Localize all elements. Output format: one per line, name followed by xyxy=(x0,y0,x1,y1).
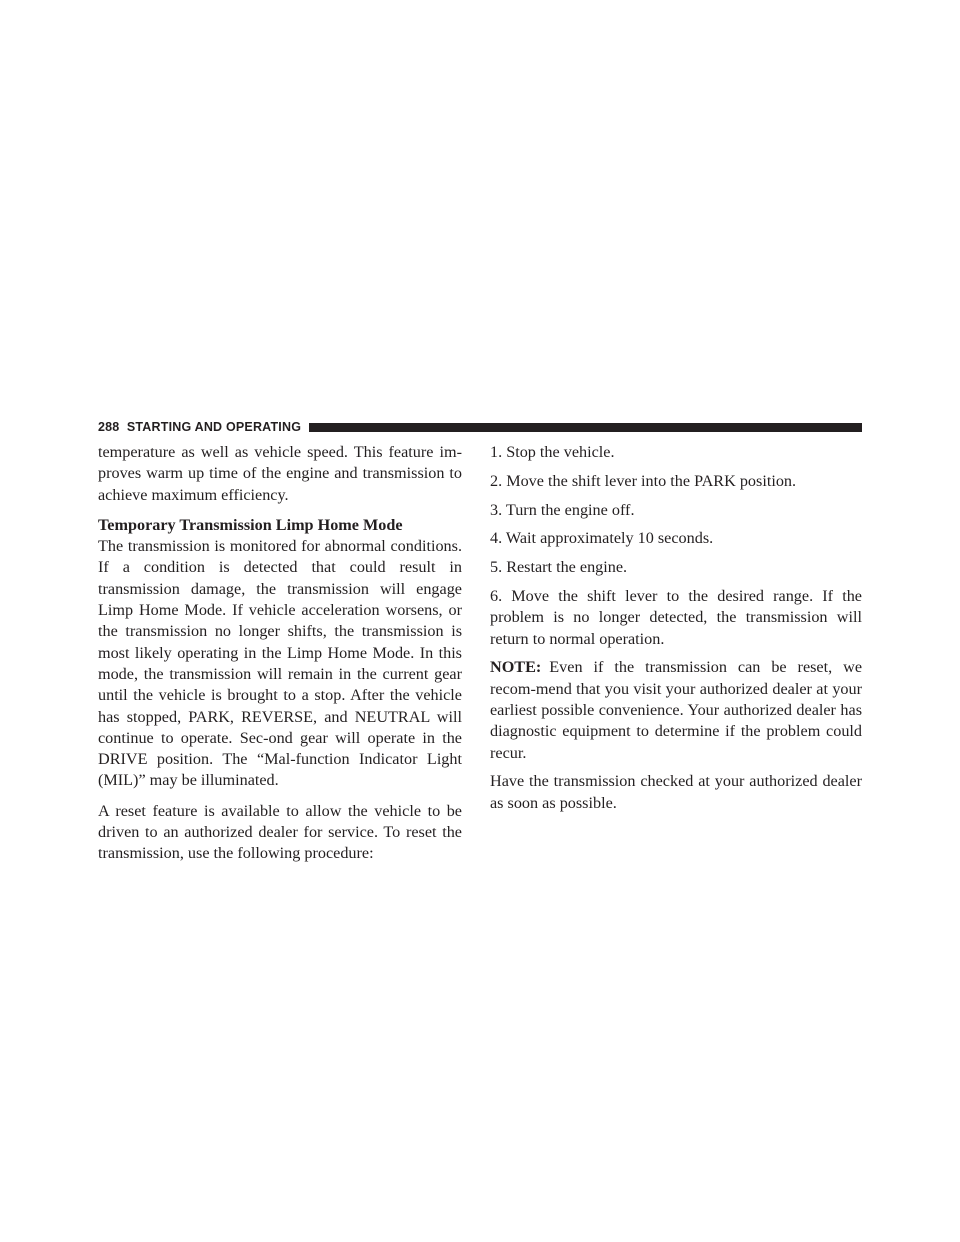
reset-paragraph: A reset feature is available to allow the vehicle to be driven to an authorized dealer for service. To reset the transmission, use the following procedure: xyxy=(98,801,462,863)
note-text: Even if the transmission can be reset, we recom-mend that you visit your authorized dealer at your earliest possible convenience. Your authorized dealer has diagnostic equipment to determine if the problem could recur. xyxy=(490,658,862,762)
left-column xyxy=(98,442,462,865)
step-item: 5. Restart the engine. xyxy=(490,558,628,577)
header-rule xyxy=(309,423,862,432)
step-item: 1. Stop the vehicle. xyxy=(490,443,615,461)
section-title: STARTING AND OPERATING xyxy=(126,420,302,434)
right-column xyxy=(490,442,862,821)
page-header xyxy=(98,419,862,435)
note-label: NOTE: xyxy=(490,658,542,677)
page-number: 288 xyxy=(98,420,120,434)
closing-paragraph: Have the transmission checked at your authorized dealer as soon as possible. xyxy=(490,772,862,812)
step-item: 2. Move the shift lever into the PARK position. xyxy=(490,471,797,490)
step-item: 6. Move the shift lever to the desired range. If the problem is no longer detected, the transmission will return to normal operation. xyxy=(490,586,862,648)
note-paragraph xyxy=(490,657,862,763)
step-item: 3. Turn the engine off. xyxy=(490,500,635,519)
limp-mode-paragraph: The transmission is monitored for abnormal conditions. If a condition is detected that could result in transmission damage, the transmission will engage Limp Home Mode. If vehicle acceleration worsens, or the transmission no longer shifts, the transmission is most likely operating in the Limp Home Mode. In this mode, the transmission will remain in the current gear until the vehicle is brought to a stop. After the vehicle has stopped, PARK, REVERSE, and NEUTRAL will continue to operate. Sec-ond gear will operate in the DRIVE position. The “Mal-function Indicator Light (MIL)” may be illuminated. xyxy=(98,537,462,790)
page-header-label xyxy=(98,419,301,435)
step-item: 4. Wait approximately 10 seconds. xyxy=(490,529,714,548)
intro-paragraph: temperature as well as vehicle speed. This feature im-proves warm up time of the engine and transmission to achieve maximum efficiency. xyxy=(98,443,462,504)
section-heading: Temporary Transmission Limp Home Mode xyxy=(98,515,403,534)
